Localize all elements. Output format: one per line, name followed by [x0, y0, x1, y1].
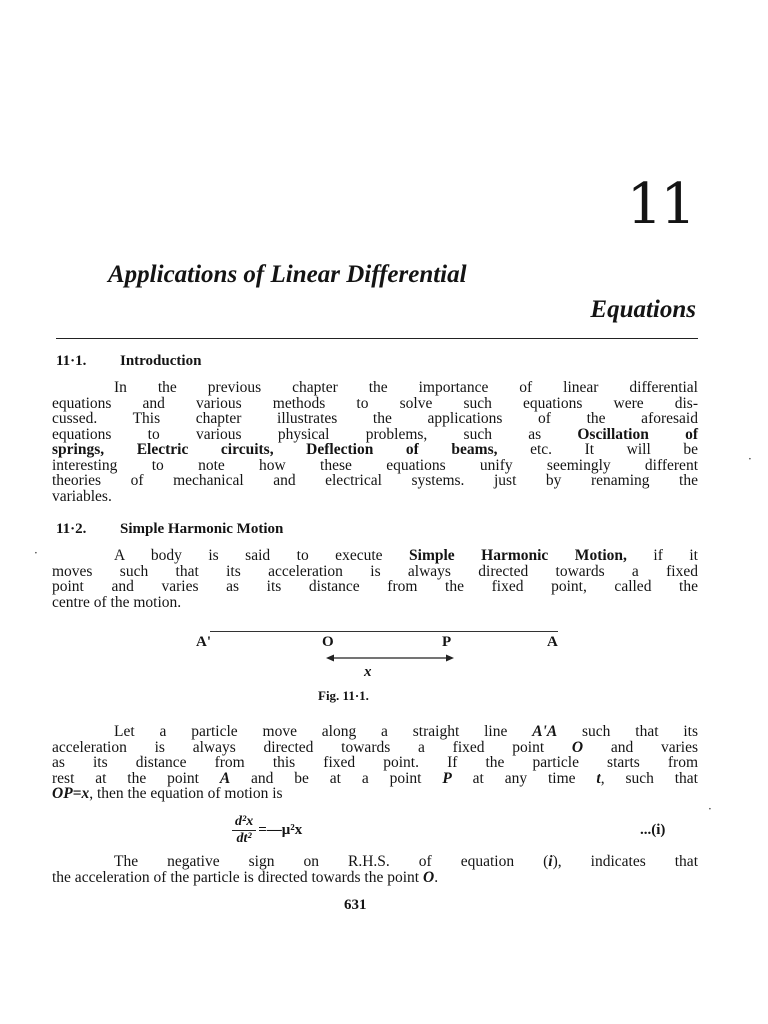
text-span: the acceleration of the particle is directed towards the point: [52, 868, 423, 886]
text-line: interesting to note how these equations unify seemingly different: [52, 456, 698, 474]
equation-of-motion: [232, 814, 302, 847]
equation-denominator: dt²: [236, 831, 252, 846]
section-heading-introduction: [56, 352, 201, 370]
text-line: variables.: [52, 487, 112, 505]
text-line: as its distance from this fixed point. If the particle starts from: [52, 754, 698, 771]
math-var: A'A: [532, 723, 558, 740]
text-line: In the previous chapter the importance of linear differential: [114, 379, 698, 396]
math-var: O: [423, 868, 435, 886]
figure-label-a-prime: A': [196, 634, 211, 650]
scan-mark: ·: [34, 546, 38, 560]
text-span: , then the equation of motion is: [89, 785, 283, 802]
math-var: i: [548, 853, 553, 870]
scan-mark: ·: [708, 802, 712, 816]
math-var: A: [219, 769, 231, 787]
shm-paragraph: [52, 548, 698, 610]
text-span: .: [434, 868, 439, 886]
section-heading-shm: [56, 520, 283, 538]
scan-mark: ·: [748, 452, 752, 466]
text-span: , such that: [600, 769, 698, 787]
equation-fraction: [232, 814, 256, 847]
text-line: [52, 442, 698, 458]
text-line: cussed. This chapter illustrates the applications of the aforesaid: [52, 410, 698, 427]
chapter-title-line-2: Equations: [590, 296, 696, 323]
section-number: 11·2.: [56, 521, 87, 537]
math-expression: OP=x: [52, 785, 90, 802]
math-var: P: [442, 769, 452, 787]
figure-label-o: O: [322, 634, 334, 650]
text-span: and varies: [583, 738, 698, 756]
text-span: The negative sign on R.H.S. of equation (: [114, 853, 549, 870]
math-var: O: [571, 738, 584, 756]
figure-label-p: P: [442, 634, 452, 650]
equation-rhs: =—μ²x: [258, 822, 303, 838]
text-span: A body is said to execute: [114, 547, 410, 564]
text-line: [52, 740, 698, 756]
text-span: equations to various physical problems, such as: [52, 425, 578, 443]
section-title: Introduction: [120, 353, 202, 369]
text-span: Let a particle move along a straight line: [114, 723, 533, 740]
negative-sign-paragraph: [52, 854, 698, 885]
equation-numerator: d²x: [232, 814, 256, 831]
figure-line: [210, 631, 558, 632]
text-line: [52, 548, 698, 564]
particle-paragraph: [52, 724, 698, 802]
text-span: rest at the point: [52, 769, 220, 787]
text-span: etc. It will be: [497, 441, 698, 458]
text-line: [52, 870, 698, 886]
text-line: [52, 427, 698, 443]
emphasis: Oscillation of: [577, 425, 698, 443]
text-span: such that its: [557, 723, 698, 740]
figure-caption: Fig. 11·1.: [318, 688, 369, 703]
text-span: and be at a point: [230, 769, 443, 787]
text-span: acceleration is always directed towards a fixed point: [52, 738, 572, 756]
text-line: moves such that its acceleration is always directed towards a fixed: [52, 562, 698, 580]
text-line: point and varies as its distance from the fixed point, called the: [52, 578, 698, 595]
text-line: [52, 854, 698, 870]
text-line: centre of the motion.: [52, 593, 182, 611]
introduction-paragraph: [52, 380, 698, 504]
text-span: if it: [626, 547, 698, 564]
text-line: equations and various methods to solve such equations were dis-: [52, 394, 698, 412]
chapter-title-line-1: Applications of Linear Differential: [108, 261, 467, 288]
page-number: 631: [344, 897, 367, 913]
figure-distance-arrow: [326, 652, 454, 664]
math-var: t: [596, 769, 601, 787]
equation-tag: ...(i): [640, 822, 666, 838]
title-divider: [56, 338, 698, 339]
text-line: [52, 771, 698, 787]
figure-label-x: x: [364, 664, 372, 680]
text-line: theories of mechanical and electrical systems. just by renaming the: [52, 472, 698, 489]
section-number: 11·1.: [56, 353, 87, 369]
text-span: ), indicates that: [552, 853, 698, 870]
text-line: [52, 786, 698, 802]
text-span: at any time: [451, 769, 597, 787]
chapter-number: 11: [626, 172, 694, 237]
text-line: [52, 724, 698, 740]
figure-label-a: A: [547, 634, 558, 650]
section-title: Simple Harmonic Motion: [120, 521, 284, 537]
emphasis: springs, Electric circuits, Deflection of beams,: [52, 441, 498, 458]
emphasis: Simple Harmonic Motion,: [409, 547, 627, 564]
